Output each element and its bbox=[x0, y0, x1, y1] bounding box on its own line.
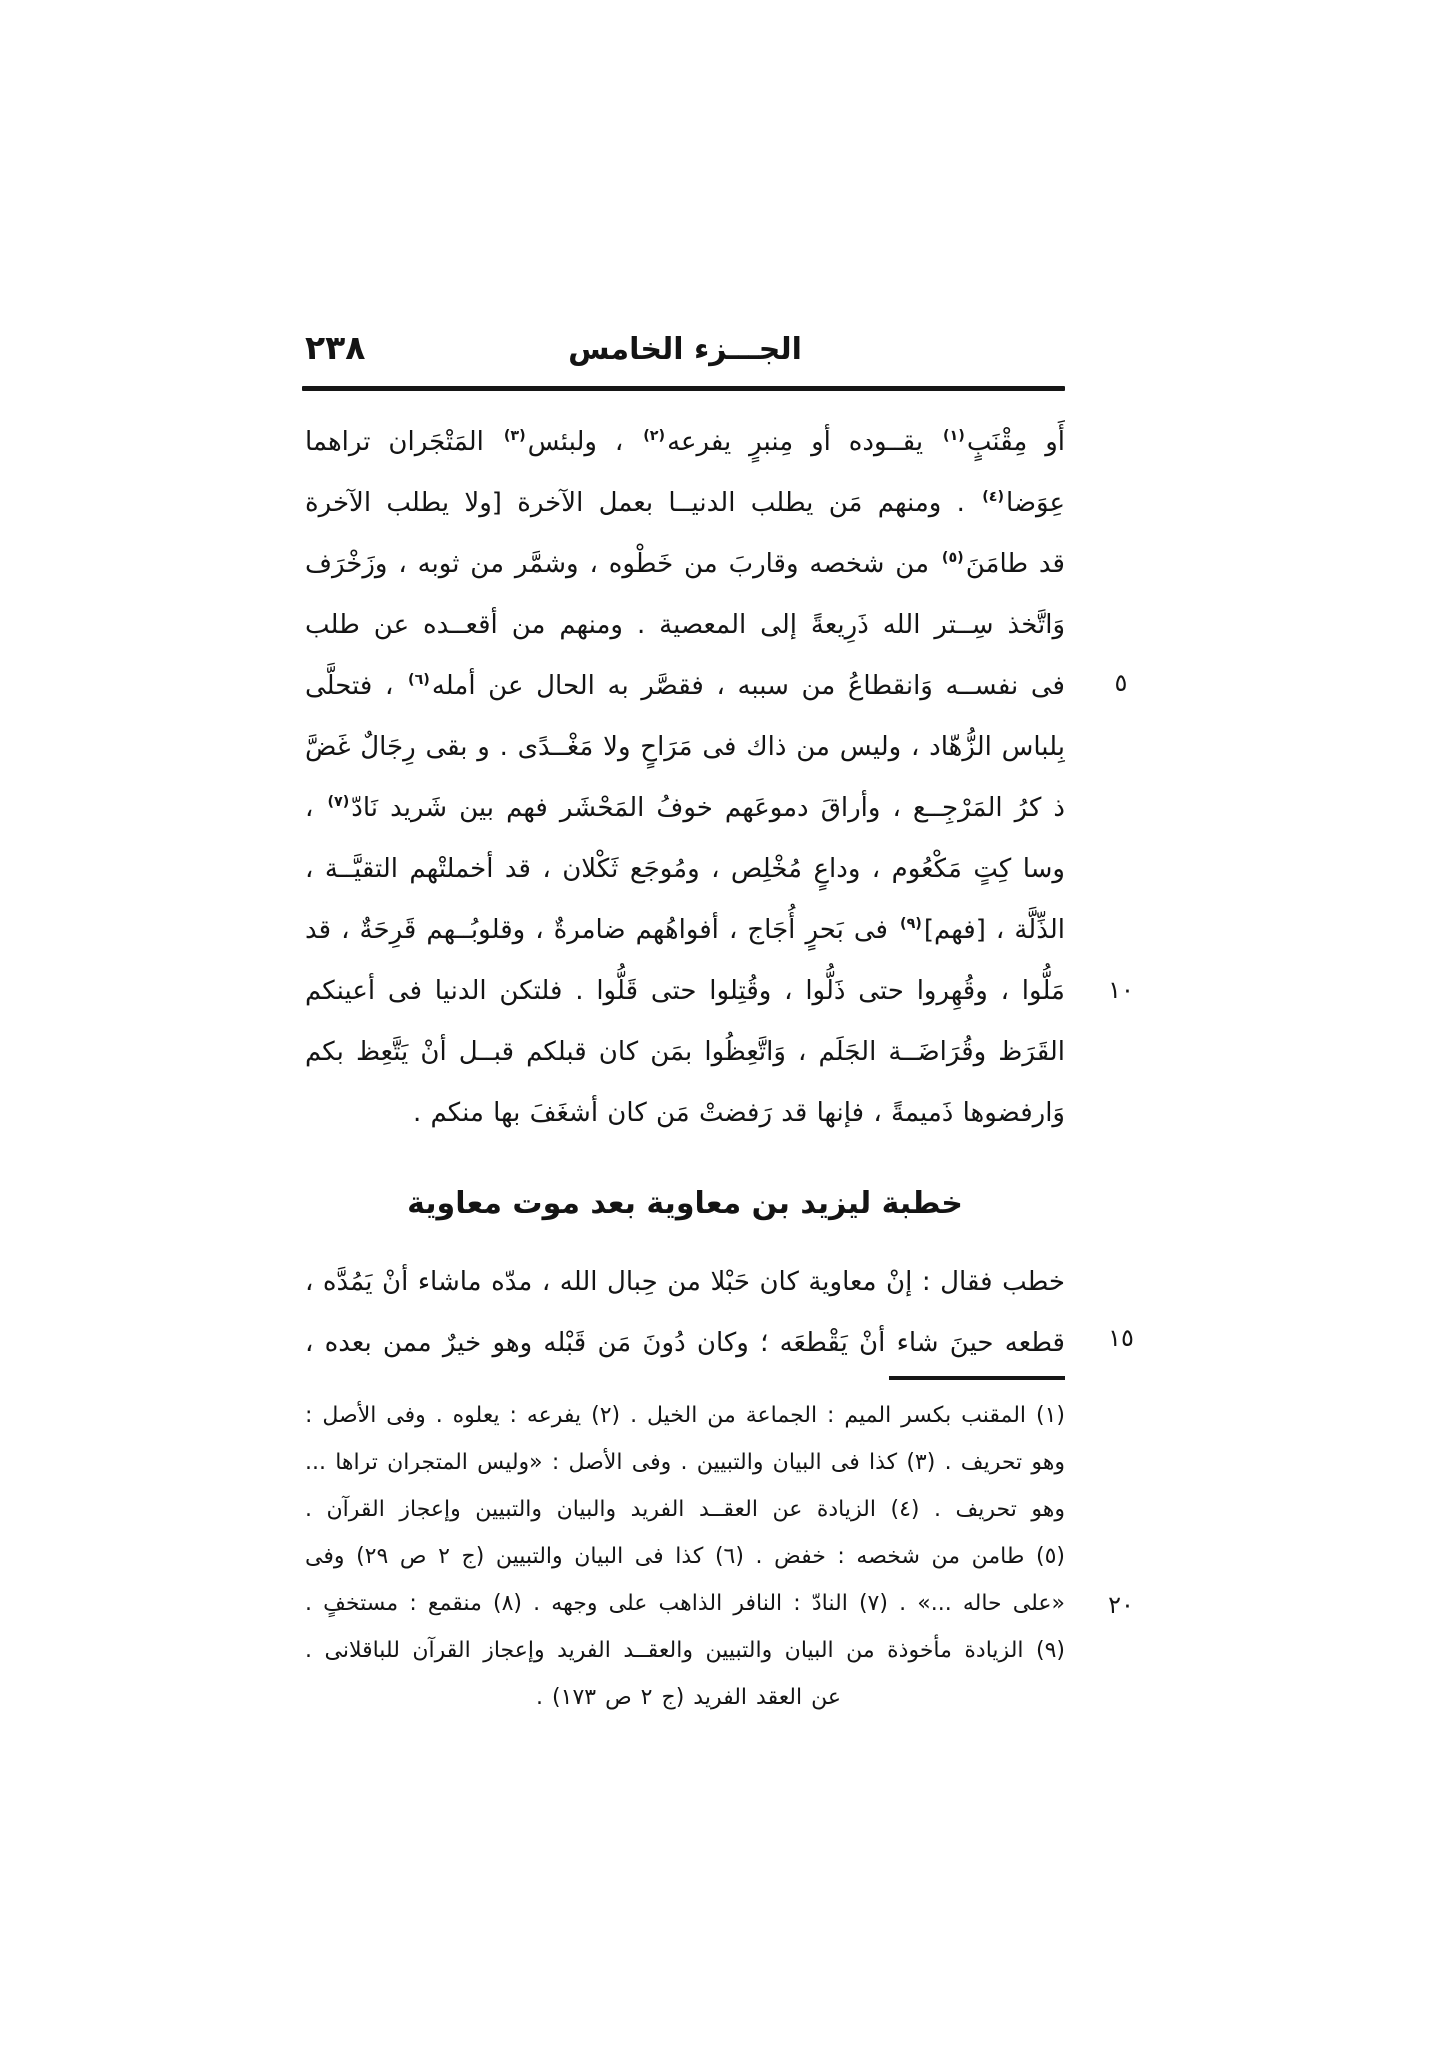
text-line: وَاتَّخذ سِــتر الله ذَرِيعةً إلى المعصية . ومنهم من أقعــده عن طلب bbox=[305, 610, 1065, 640]
footnote-line: (٩) الزيادة مأخوذة من البيان والتبيين والعقــد الفريد وإعجاز القرآن للباقلانى . bbox=[305, 1638, 1065, 1663]
footnote-ref-marker: (٦) bbox=[408, 672, 430, 689]
text-line: وَارفضوها ذَميمةً ، فإنها قد رَفضتْ مَن كان أشغَفَ بها منكم . bbox=[412, 1098, 1065, 1128]
footnote-ref-marker: (٤) bbox=[982, 489, 1005, 506]
margin-line-number-10: ١٠ bbox=[1108, 976, 1134, 1004]
footnote-line: عن العقد الفريد (ج ٢ ص ١٧٣) . bbox=[536, 1685, 841, 1710]
footnote-ref-marker: (٩) bbox=[900, 916, 922, 933]
footnote-line: (٥) طامن من شخصه : خفض . (٦) كذا فى البيان والتبيين (ج ٢ ص ٢٩) وفى bbox=[305, 1544, 1065, 1569]
text-line: القَرَظ وقُرَاضَــة الجَلَم ، وَاتَّعِظُوا بمَن كان قبلكم قبــل أنْ يَتَّعِظ بكم bbox=[305, 1037, 1065, 1067]
margin-line-number-15: ١٥ bbox=[1108, 1324, 1134, 1352]
footnote-separator-rule bbox=[889, 1376, 1065, 1380]
footnotes-block bbox=[305, 1392, 1065, 1721]
text-line: قد طامَنَ$^{(٥)}$ من شخصه وقاربَ من خَطْوه ، وشمَّر من ثوبه ، وزَخْرَف bbox=[305, 549, 1065, 579]
footnote-line: وهو تحريف . (٤) الزيادة عن العقــد الفريد والبيان والتبيين وإعجاز القرآن . bbox=[305, 1497, 1065, 1522]
text-line: قطعه حينَ شاء أنْ يَقْطعَه ؛ وكان دُونَ مَن قَبْله وهو خيرٌ ممن بعده ، bbox=[305, 1328, 1065, 1358]
text-line: مَلُّوا ، وقُهِروا حتى ذَلُّوا ، وقُتِلوا حتى قَلُّوا . فلتكن الدنيا فى أعينكم bbox=[305, 976, 1065, 1006]
section-heading: خطبة ليزيد بن معاوية بعد موت معاوية bbox=[407, 1186, 963, 1221]
volume-title: الجـــزء الخامس bbox=[568, 332, 802, 367]
main-text-block bbox=[305, 412, 1065, 1144]
header-rule bbox=[302, 386, 1065, 391]
footnote-ref-marker: (٣) bbox=[503, 428, 526, 445]
footnote-ref-marker: (٢) bbox=[643, 428, 666, 445]
margin-line-number-5: ٥ bbox=[1114, 669, 1128, 697]
text-line: الذِّلَّة ، [فهم]$^{(٩)}$ فى بَحرٍ أُجَاج ، أفواهُهم ضامرةٌ ، وقلوبُــهم قَرِحَةٌ ، قد bbox=[305, 915, 1065, 945]
footnote-line: وهو تحريف . (٣) كذا فى البيان والتبيين . وفى الأصل : «وليس المتجران تراها ... bbox=[305, 1450, 1065, 1475]
text-line: وسا كِتٍ مَكْعُوم ، وداعٍ مُخْلِص ، ومُوجَع ثَكْلان ، قد أخملتْهم التقيَّــة ، bbox=[305, 854, 1065, 884]
footnote-ref-marker: (١) bbox=[943, 428, 965, 445]
margin-line-number-20: ٢٠ bbox=[1108, 1591, 1134, 1619]
text-line: خطب فقال : إنْ معاوية كان حَبْلا من حِبال الله ، مدّه ماشاء أنْ يَمُدَّه ، bbox=[305, 1267, 1065, 1297]
text-line: بِلباس الزُّهّاد ، وليس من ذاك فى مَرَاحٍ ولا مَغْــدًى . و بقى رِجَالٌ غَضَّ bbox=[305, 732, 1065, 762]
text-line: أَو مِقْنَبٍ$^{(١)}$ يقــوده أو مِنبرٍ يفرعه$^{(٢)}$ ، ولبئس$^{(٣)}$ المَتْجَران تراهما bbox=[305, 427, 1065, 457]
footnote-ref-marker: (٧) bbox=[327, 794, 350, 811]
footnote-ref-marker: (٥) bbox=[941, 550, 964, 567]
text-line: عِوَضا$^{(٤)}$ . ومنهم مَن يطلب الدنيــا بعمل الآخرة [ولا يطلب الآخرة bbox=[305, 488, 1065, 518]
footnote-line: (١) المقنب بكسر الميم : الجماعة من الخيل . (٢) يفرعه : يعلوه . وفى الأصل : bbox=[305, 1403, 1065, 1428]
text-line: فى نفســه وَانقطاعُ من سببه ، فقصَّر به الحال عن أمله$^{(٦)}$ ، فتحلَّى bbox=[305, 671, 1065, 701]
speech-text-block bbox=[305, 1252, 1065, 1374]
text-line: ذ كرُ المَرْجِــع ، وأراقَ دموعَهم خوفُ المَحْشَر فهم بين شَريد نَادّ$^{(٧)}$ ، bbox=[305, 793, 1065, 823]
footnote-line: «على حاله ...» . (٧) النادّ : النافر الذاهب على وجهه . (٨) منقمع : مستخفٍ . bbox=[305, 1591, 1065, 1616]
page-number: ٢٣٨ bbox=[305, 328, 366, 367]
